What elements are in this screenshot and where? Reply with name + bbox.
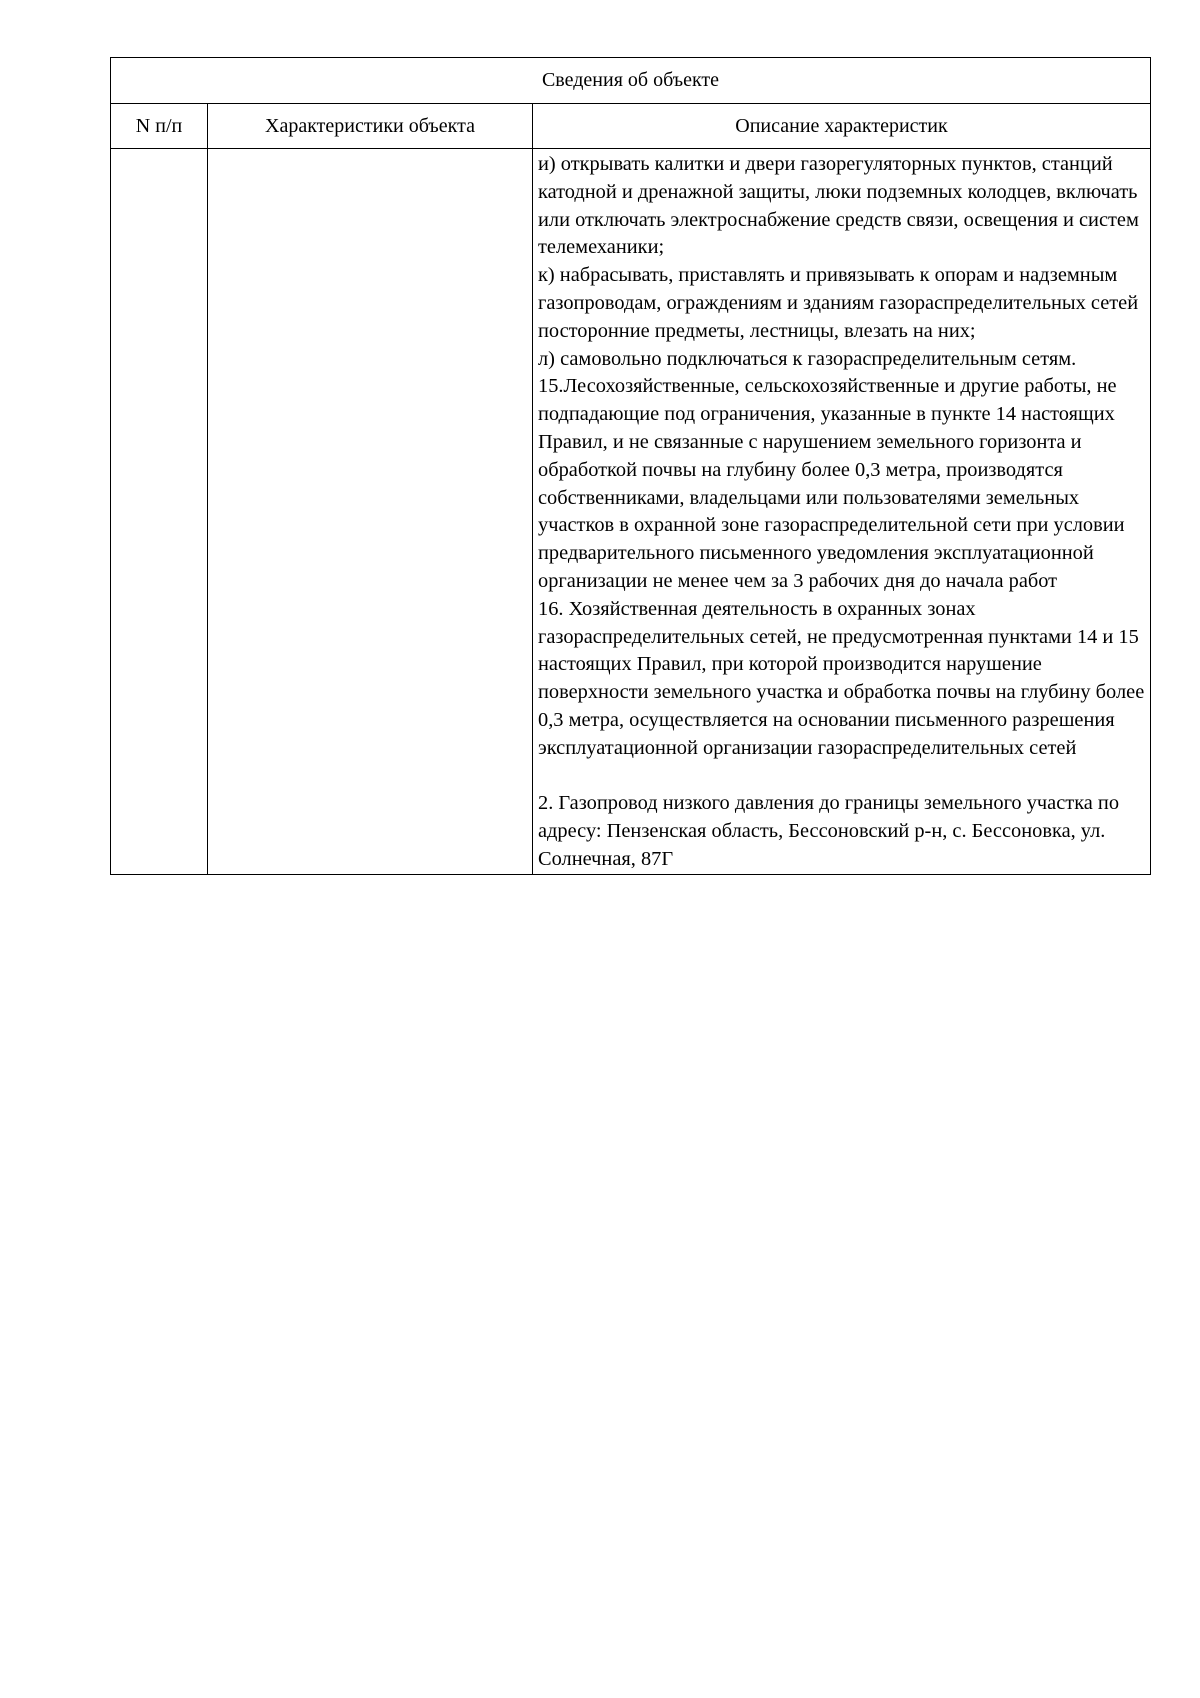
paragraph-item-l: л) самовольно подключаться к газораспределительным сетям. <box>538 347 1077 370</box>
table-title: Сведения об объекте <box>111 58 1151 104</box>
header-number: N п/п <box>111 104 208 149</box>
paragraph-item-k: к) набрасывать, приставлять и привязывать к опорам и надземным газопроводам, ограждениям и зданиям газораспределительных сетей посторонние предметы, лестницы, влезать на них; <box>538 264 1139 342</box>
row-description-cell <box>533 149 1151 875</box>
paragraph-clause-16: 16. Хозяйственная деятельность в охранных зонах газораспределительных сетей, не предусмотренная пунктами 14 и 15 настоящих Правил, при которой производится нарушение поверхности земельного участка и обработка почвы на глубину более 0,3 метра, осуществляется на основании письменного разрешения эксплуатационной организации газораспределительных сетей <box>538 597 1145 759</box>
paragraph-item-i: и) открывать калитки и двери газорегуляторных пунктов, станций катодной и дренажной защиты, люки подземных колодцев, включать или отключать электроснабжение средств связи, освещения и систем телемеханики; <box>538 153 1139 259</box>
paragraph-pipeline-address: 2. Газопровод низкого давления до границы земельного участка по адресу: Пензенская область, Бессоновский р-н, с. Бессоновка, ул. Солнечная, 87Г <box>538 792 1120 870</box>
object-info-table <box>110 57 1151 875</box>
table-title-row <box>111 58 1151 104</box>
paragraph-spacer <box>538 763 1148 791</box>
table-row <box>111 149 1151 875</box>
table-header-row <box>111 104 1151 149</box>
paragraph-clause-15: 15.Лесохозяйственные, сельскохозяйственные и другие работы, не подпадающие под ограничения, указанные в пункте 14 настоящих Правил, и не связанные с нарушением земельного горизонта и обработкой почвы на глубину более 0,3 метра, производятся собственниками, владельцами или пользователями земельных участков в охранной зоне газораспределительной сети при условии предварительного письменного уведомления эксплуатационной организации не менее чем за 3 рабочих дня до начала работ <box>538 375 1125 592</box>
row-number-cell <box>111 149 208 875</box>
header-description: Описание характеристик <box>533 104 1151 149</box>
row-characteristic-cell <box>208 149 533 875</box>
header-characteristics: Характеристики объекта <box>208 104 533 149</box>
